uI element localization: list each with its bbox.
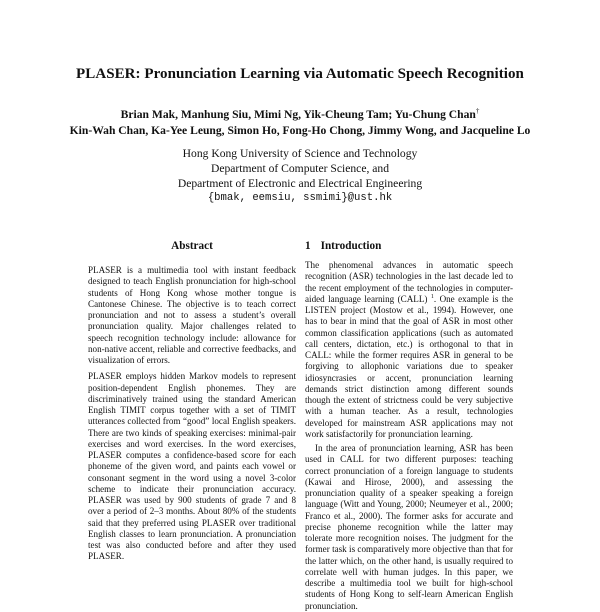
section-number: 1 (305, 240, 311, 252)
affiliation-department-ee: Department of Electronic and Electrical Engineering (177, 177, 423, 190)
abstract-heading: Abstract (171, 240, 213, 252)
footnote-mark: 1 (430, 293, 434, 300)
author-footnote-mark: † (475, 107, 480, 115)
introduction-paragraph-2: In the area of pronunciation learning, ASR has been used in CALL for two different purposes: teaching correct pronunciation of a foreign language to students (Kawai and Hirose, 2000), and assessing the pronunciation quality of a speaker speaking a foreign language (Witt and Young, 2000; Neumeyer et al., 2000; Franco et al., 2000). The former asks for accurate and precise phoneme recognition while the latter may tolerate more recognition noises. The judgment for the former task is comparatively more objective than that for the latter which, on the other hand, is usually required to correlate well with human judges. In this paper, we describe a multimedia tool we built for high-school students of Hong Kong to self-learn American English pronunciation. (305, 443, 513, 611)
authors-line-1-names: Brian Mak, Manhung Siu, Mimi Ng, Yik-Cheung Tam; Yu-Chung Chan (120, 107, 476, 121)
author-emails: {bmak, eemsiu, ssmimi}@ust.hk (207, 192, 393, 204)
introduction-column (305, 260, 513, 612)
paper-title: PLASER: Pronunciation Learning via Automatic Speech Recognition (76, 66, 524, 82)
abstract-paragraph-2: PLASER employs hidden Markov models to represent position-dependent English phonemes. They are discriminatively trained using the standard American English TIMIT corpus together with a set of TIMIT utterances collected from “good” local English speakers. There are two kinds of speaking exercises: minimal-pair exercises and word exercises. In the word exercises, PLASER computes a confidence-based score for each phoneme of the given word, and paints each vowel or consonant segment in the word using a novel 3-color scheme to indicate their pronunciation accuracy. PLASER was used by 900 students of grade 7 and 8 over a period of 2–3 months. About 80% of the students said that they preferred using PLASER over traditional English classes to learn pronunciation. A pronunciation test was also conducted before and after they used PLASER. (88, 371, 296, 562)
section-title: Introduction (320, 240, 382, 252)
intro-p1-text-a: The phenomenal advances in automatic speech recognition (ASR) technologies in the last decade led to the recent employment of the technologies in computer-aided language learning (CALL) (305, 260, 513, 304)
authors-line-1 (0, 103, 600, 123)
affiliation-university: Hong Kong University of Science and Technology (182, 147, 418, 160)
introduction-heading (305, 240, 381, 252)
authors-line-2: Kin-Wah Chan, Ka-Yee Leung, Simon Ho, Fong-Ho Chong, Jimmy Wong, and Jacqueline Lo (69, 123, 531, 137)
abstract-paragraph-1: PLASER is a multimedia tool with instant feedback designed to teach English pronunciation for high-school students of Hong Kong whose mother tongue is Cantonese Chinese. The objective is to teach correct pronunciation and not to assess a student’s overall pronunciation quality. Major challenges related to speech recognition technology include: allowance for non-native accent, reliable and corrective feedbacks, and visualization of errors. (88, 265, 296, 365)
author-list (0, 103, 600, 139)
affiliation-department-cs: Department of Computer Science, and (210, 162, 390, 175)
introduction-paragraph-1 (305, 260, 513, 440)
abstract-column (88, 265, 296, 563)
affiliation-block (0, 146, 600, 206)
intro-p1-text-b: . One example is the LISTEN project (Mostow et al., 1994). However, one has to bear in mind that the goal of ASR in most other common classification applications (such as automated call centers, dictation, etc.) is orthogonal to that in CALL: while the former requires ASR in general to be forgiving to allophonic variations due to speaker idiosyncrasies or accent, pronunciation learning demands strict distinction among different sounds though the extent of strictness could be very subjective with a human teacher. As a result, technologies developed for mainstream ASR applications may not work satisfactorily for pronunciation learning. (305, 293, 513, 439)
